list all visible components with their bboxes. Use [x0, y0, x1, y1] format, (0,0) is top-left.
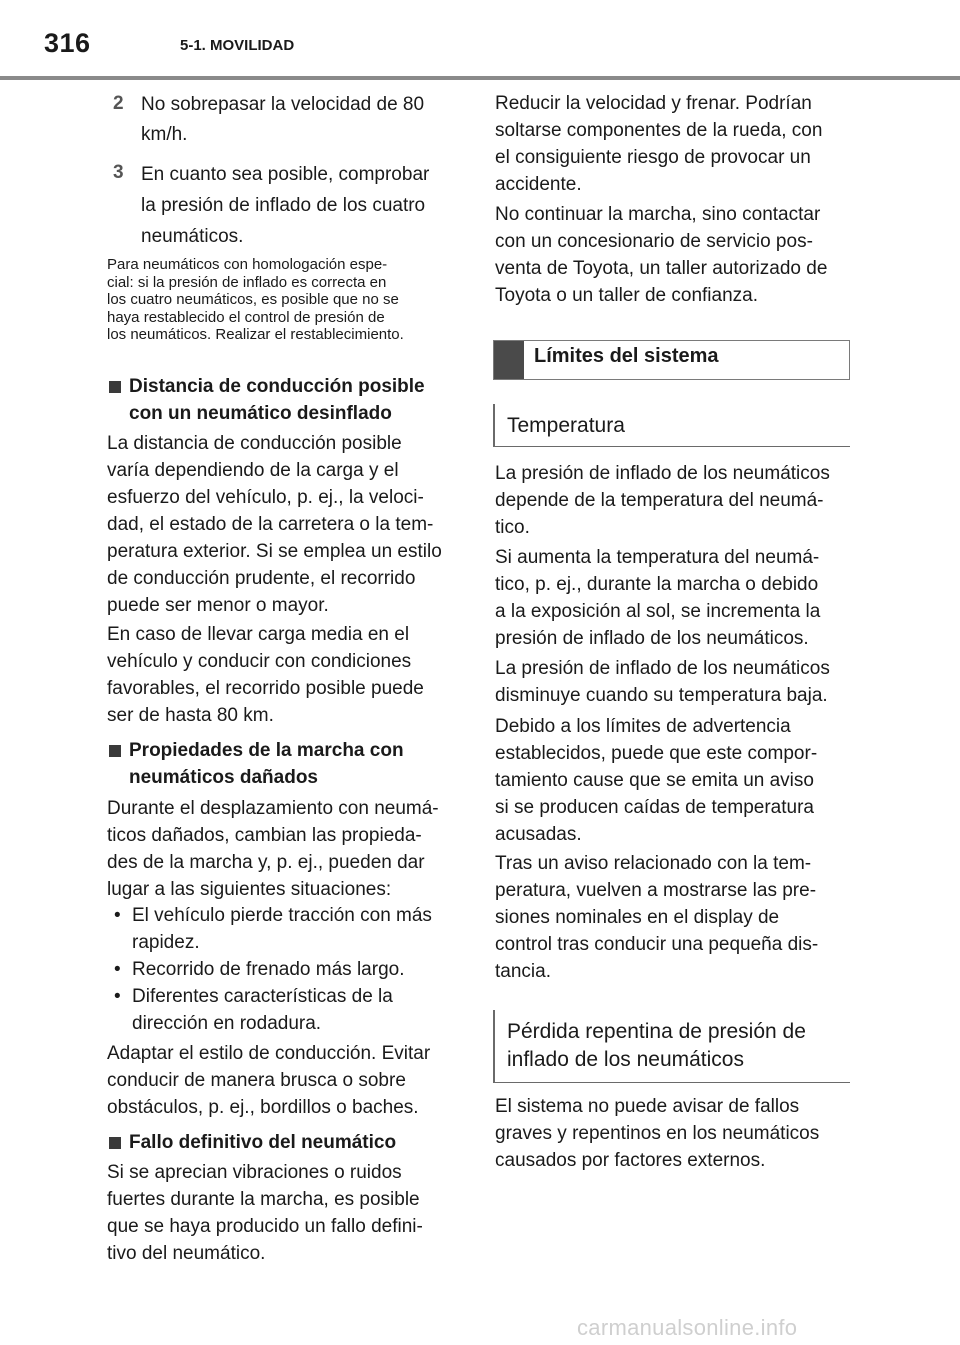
text-line: Para neumáticos con homologación espe-: [107, 256, 388, 273]
paragraph: Reducir la velocidad y frenar. Podrían soltarse componentes de la rueda, con el consiguiente riesgo de provocar un accidente.: [495, 93, 823, 195]
text-line: los cuatro neumáticos, es posible que no se: [107, 291, 399, 309]
text-line: cial: si la presión de inflado es correcta en: [107, 273, 387, 291]
paragraph: Si aumenta la temperatura del neumá- tico, p. ej., durante la marcha o debido a la exposición al sol, se incrementa la presión de inflado de los neumáticos.: [495, 547, 821, 649]
list-item: • Diferentes características de la: [114, 986, 393, 1007]
page-number: 316: [44, 28, 91, 58]
subsection-heading: Propiedades de la marcha con neumáticos dañados: [109, 737, 404, 791]
list-item: • El vehículo pierde tracción con más: [114, 905, 432, 926]
square-bullet-icon: [109, 1137, 121, 1149]
list-item: • Recorrido de frenado más largo.: [114, 959, 405, 980]
step-text: [141, 90, 424, 150]
subheading-perdida: Pérdida repentina de presión de inflado de los neumáticos: [493, 1010, 850, 1083]
watermark: carmanualsonline.info: [577, 1315, 798, 1340]
section-heading-box: [493, 340, 850, 380]
step-number: 3: [113, 162, 124, 183]
text-line: haya restablecido el control de presión de: [107, 308, 385, 326]
paragraph: La presión de inflado de los neumáticos disminuye cuando su temperatura baja.: [495, 658, 830, 706]
section-title: 5-1. MOVILIDAD: [180, 37, 295, 54]
square-bullet-icon: [109, 745, 121, 757]
paragraph: La presión de inflado de los neumáticos depende de la temperatura del neumá- tico.: [495, 463, 830, 538]
paragraph: La distancia de conducción posible varía dependiendo de la carga y el esfuerzo del vehículo, p. ej., la veloci- dad, el estado de la carretera o la tem- peratura exterior. Si se emplea un estilo de conducción prudente, el recorrido puede ser menor o mayor.: [107, 433, 442, 616]
bullet-list: • El vehículo pierde tracción con más rapidez. • Recorrido de frenado más largo. • Diferentes características de la dirección en rodadura.: [114, 902, 432, 1037]
paragraph: Si se aprecian vibraciones o ruidos fuertes durante la marcha, es posible que se haya producido un fallo defini- tivo del neumático.: [107, 1162, 423, 1264]
paragraph: El sistema no puede avisar de fallos graves y repentinos en los neumáticos causados por factores externos.: [495, 1096, 820, 1171]
text-line: No sobrepasar la velocidad de 80: [141, 94, 425, 115]
text-line: la presión de inflado de los cuatro: [141, 195, 426, 216]
step-number: 2: [113, 93, 124, 114]
paragraph: Debido a los límites de advertencia establecidos, puede que este compor- tamiento cause que se emita un aviso si se producen caídas de temperatura acusadas.: [495, 716, 818, 845]
paragraph: No continuar la marcha, sino contactar con un concesionario de servicio pos- venta de Toyota, un taller autorizado de Toyota o un taller de confianza.: [495, 204, 828, 306]
step-text: [141, 159, 429, 252]
text-line: neumáticos.: [141, 226, 244, 247]
subsection-heading: Distancia de conducción posible con un neumático desinflado: [109, 373, 425, 427]
paragraph: Durante el desplazamiento con neumá- ticos dañados, cambian las propieda- des de la marcha y, p. ej., pueden dar lugar a las siguientes situaciones:: [107, 798, 439, 900]
note: [107, 256, 404, 344]
section-heading: Límites del sistema: [534, 345, 719, 367]
subheading-temperatura: Temperatura: [493, 404, 850, 447]
text-line: km/h.: [141, 124, 188, 145]
paragraph: Adaptar el estilo de conducción. Evitar conducir de manera brusca o sobre obstáculos, p. ej., bordillos o baches.: [107, 1043, 431, 1118]
paragraph: En caso de llevar carga media en el vehículo y conducir con condiciones favorables, el recorrido posible puede ser de hasta 80 km.: [107, 624, 424, 726]
header-divider: [0, 76, 960, 80]
square-bullet-icon: [109, 381, 121, 393]
paragraph: Tras un aviso relacionado con la tem- peratura, vuelven a mostrarse las pre- siones nominales en el display de control tras conducir una pequeña dis- tancia.: [495, 853, 819, 982]
subsection-heading: Fallo definitivo del neumático: [109, 1129, 396, 1156]
heading-bar: [494, 341, 524, 379]
text-line: los neumáticos. Realizar el restablecimiento.: [107, 326, 404, 344]
text-line: En cuanto sea posible, comprobar: [141, 164, 430, 185]
